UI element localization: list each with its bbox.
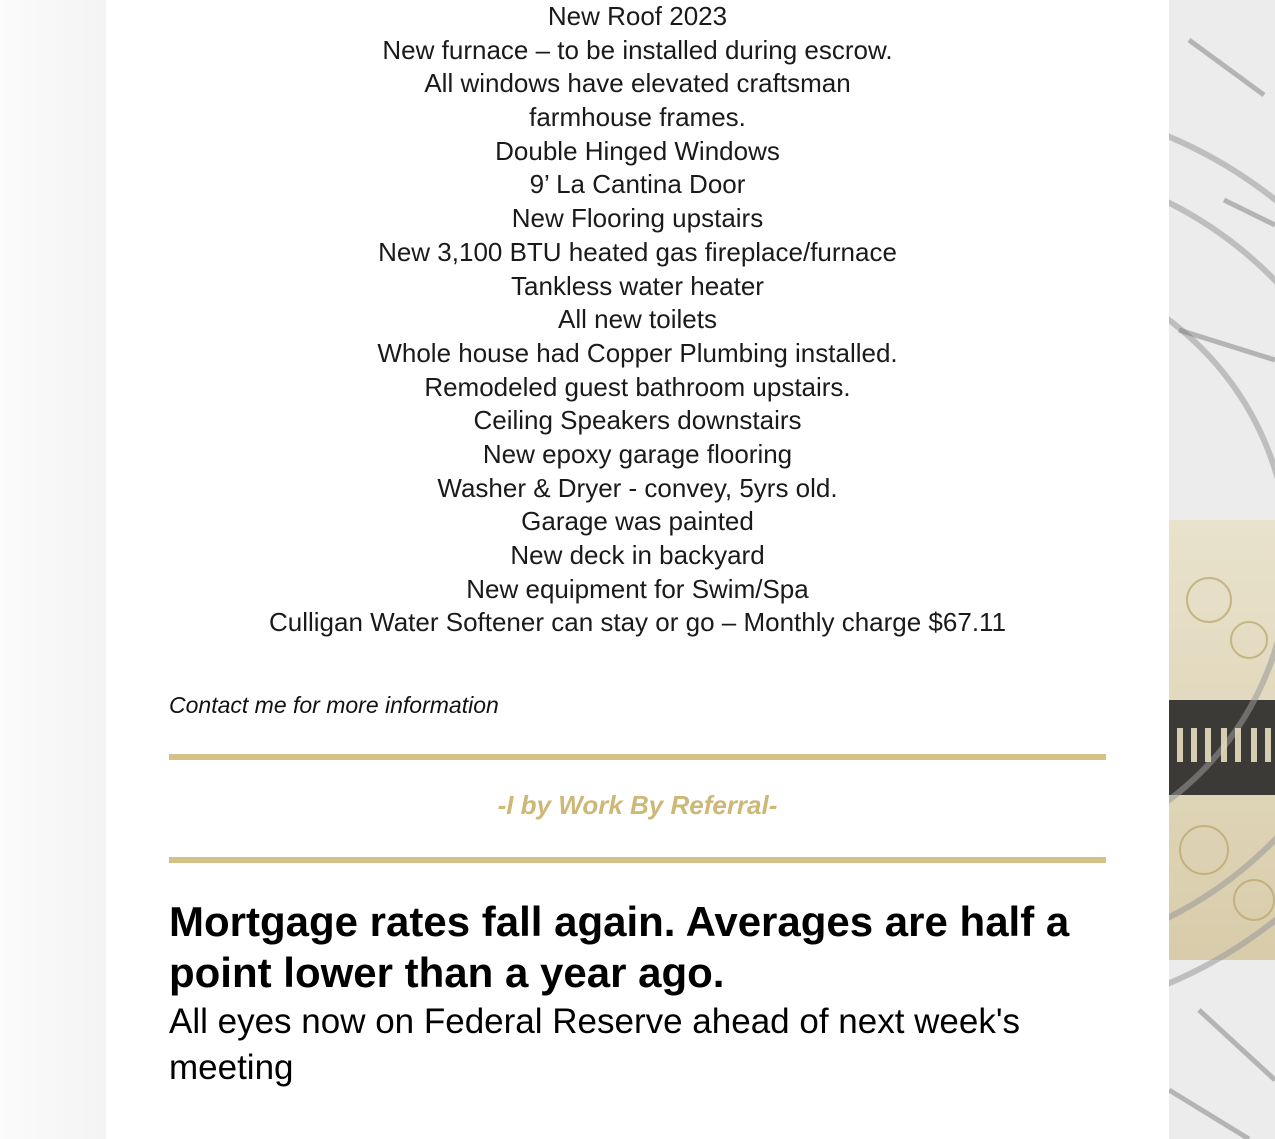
referral-tagline: -I by Work By Referral- bbox=[497, 790, 778, 820]
feature-item: New deck in backyard bbox=[510, 540, 765, 570]
contact-text: Contact me for more information bbox=[169, 692, 499, 718]
feature-item: Washer & Dryer - convey, 5yrs old. bbox=[437, 472, 838, 503]
feature-item: Culligan Water Softener can stay or go – Monthly charge $67.11 bbox=[268, 607, 1007, 638]
feature-item: All new toilets bbox=[558, 304, 717, 335]
feature-item: Double Hinged Windows bbox=[495, 135, 780, 166]
clock-face-graphic bbox=[1169, 0, 1275, 1139]
feature-item: New furnace – to be installed during escrow. bbox=[382, 34, 893, 65]
clock-decoration bbox=[1169, 0, 1275, 1139]
feature-item: 9’ La Cantina Door bbox=[529, 169, 746, 200]
feature-item: New 3,100 BTU heated gas fireplace/furnace bbox=[378, 236, 897, 267]
article-headline[interactable]: Mortgage rates fall again. Averages are half a point lower than a year ago. bbox=[169, 898, 1070, 996]
feature-item: Remodeled guest bathroom upstairs. bbox=[424, 371, 851, 402]
feature-item: Ceiling Speakers downstairs bbox=[473, 405, 802, 436]
feature-item: New epoxy garage flooring bbox=[482, 438, 793, 469]
divider-top bbox=[169, 754, 1106, 760]
email-content bbox=[106, 0, 1169, 1139]
feature-item: New equipment for Swim/Spa bbox=[466, 573, 809, 604]
feature-item: Whole house had Copper Plumbing installed. bbox=[377, 337, 898, 368]
feature-item: New Roof 2023 bbox=[547, 1, 728, 31]
feature-item: Garage was painted bbox=[521, 506, 754, 537]
divider-bottom bbox=[169, 857, 1106, 863]
feature-item: All windows have elevated craftsman bbox=[424, 68, 851, 99]
feature-item: farmhouse frames. bbox=[529, 102, 746, 133]
feature-item: New Flooring upstairs bbox=[511, 203, 764, 234]
left-margin bbox=[0, 0, 106, 1139]
article-subhead: All eyes now on Federal Reserve ahead of next week's meeting bbox=[169, 1002, 1021, 1087]
features-list bbox=[169, 0, 1106, 640]
feature-item: Tankless water heater bbox=[511, 270, 764, 301]
